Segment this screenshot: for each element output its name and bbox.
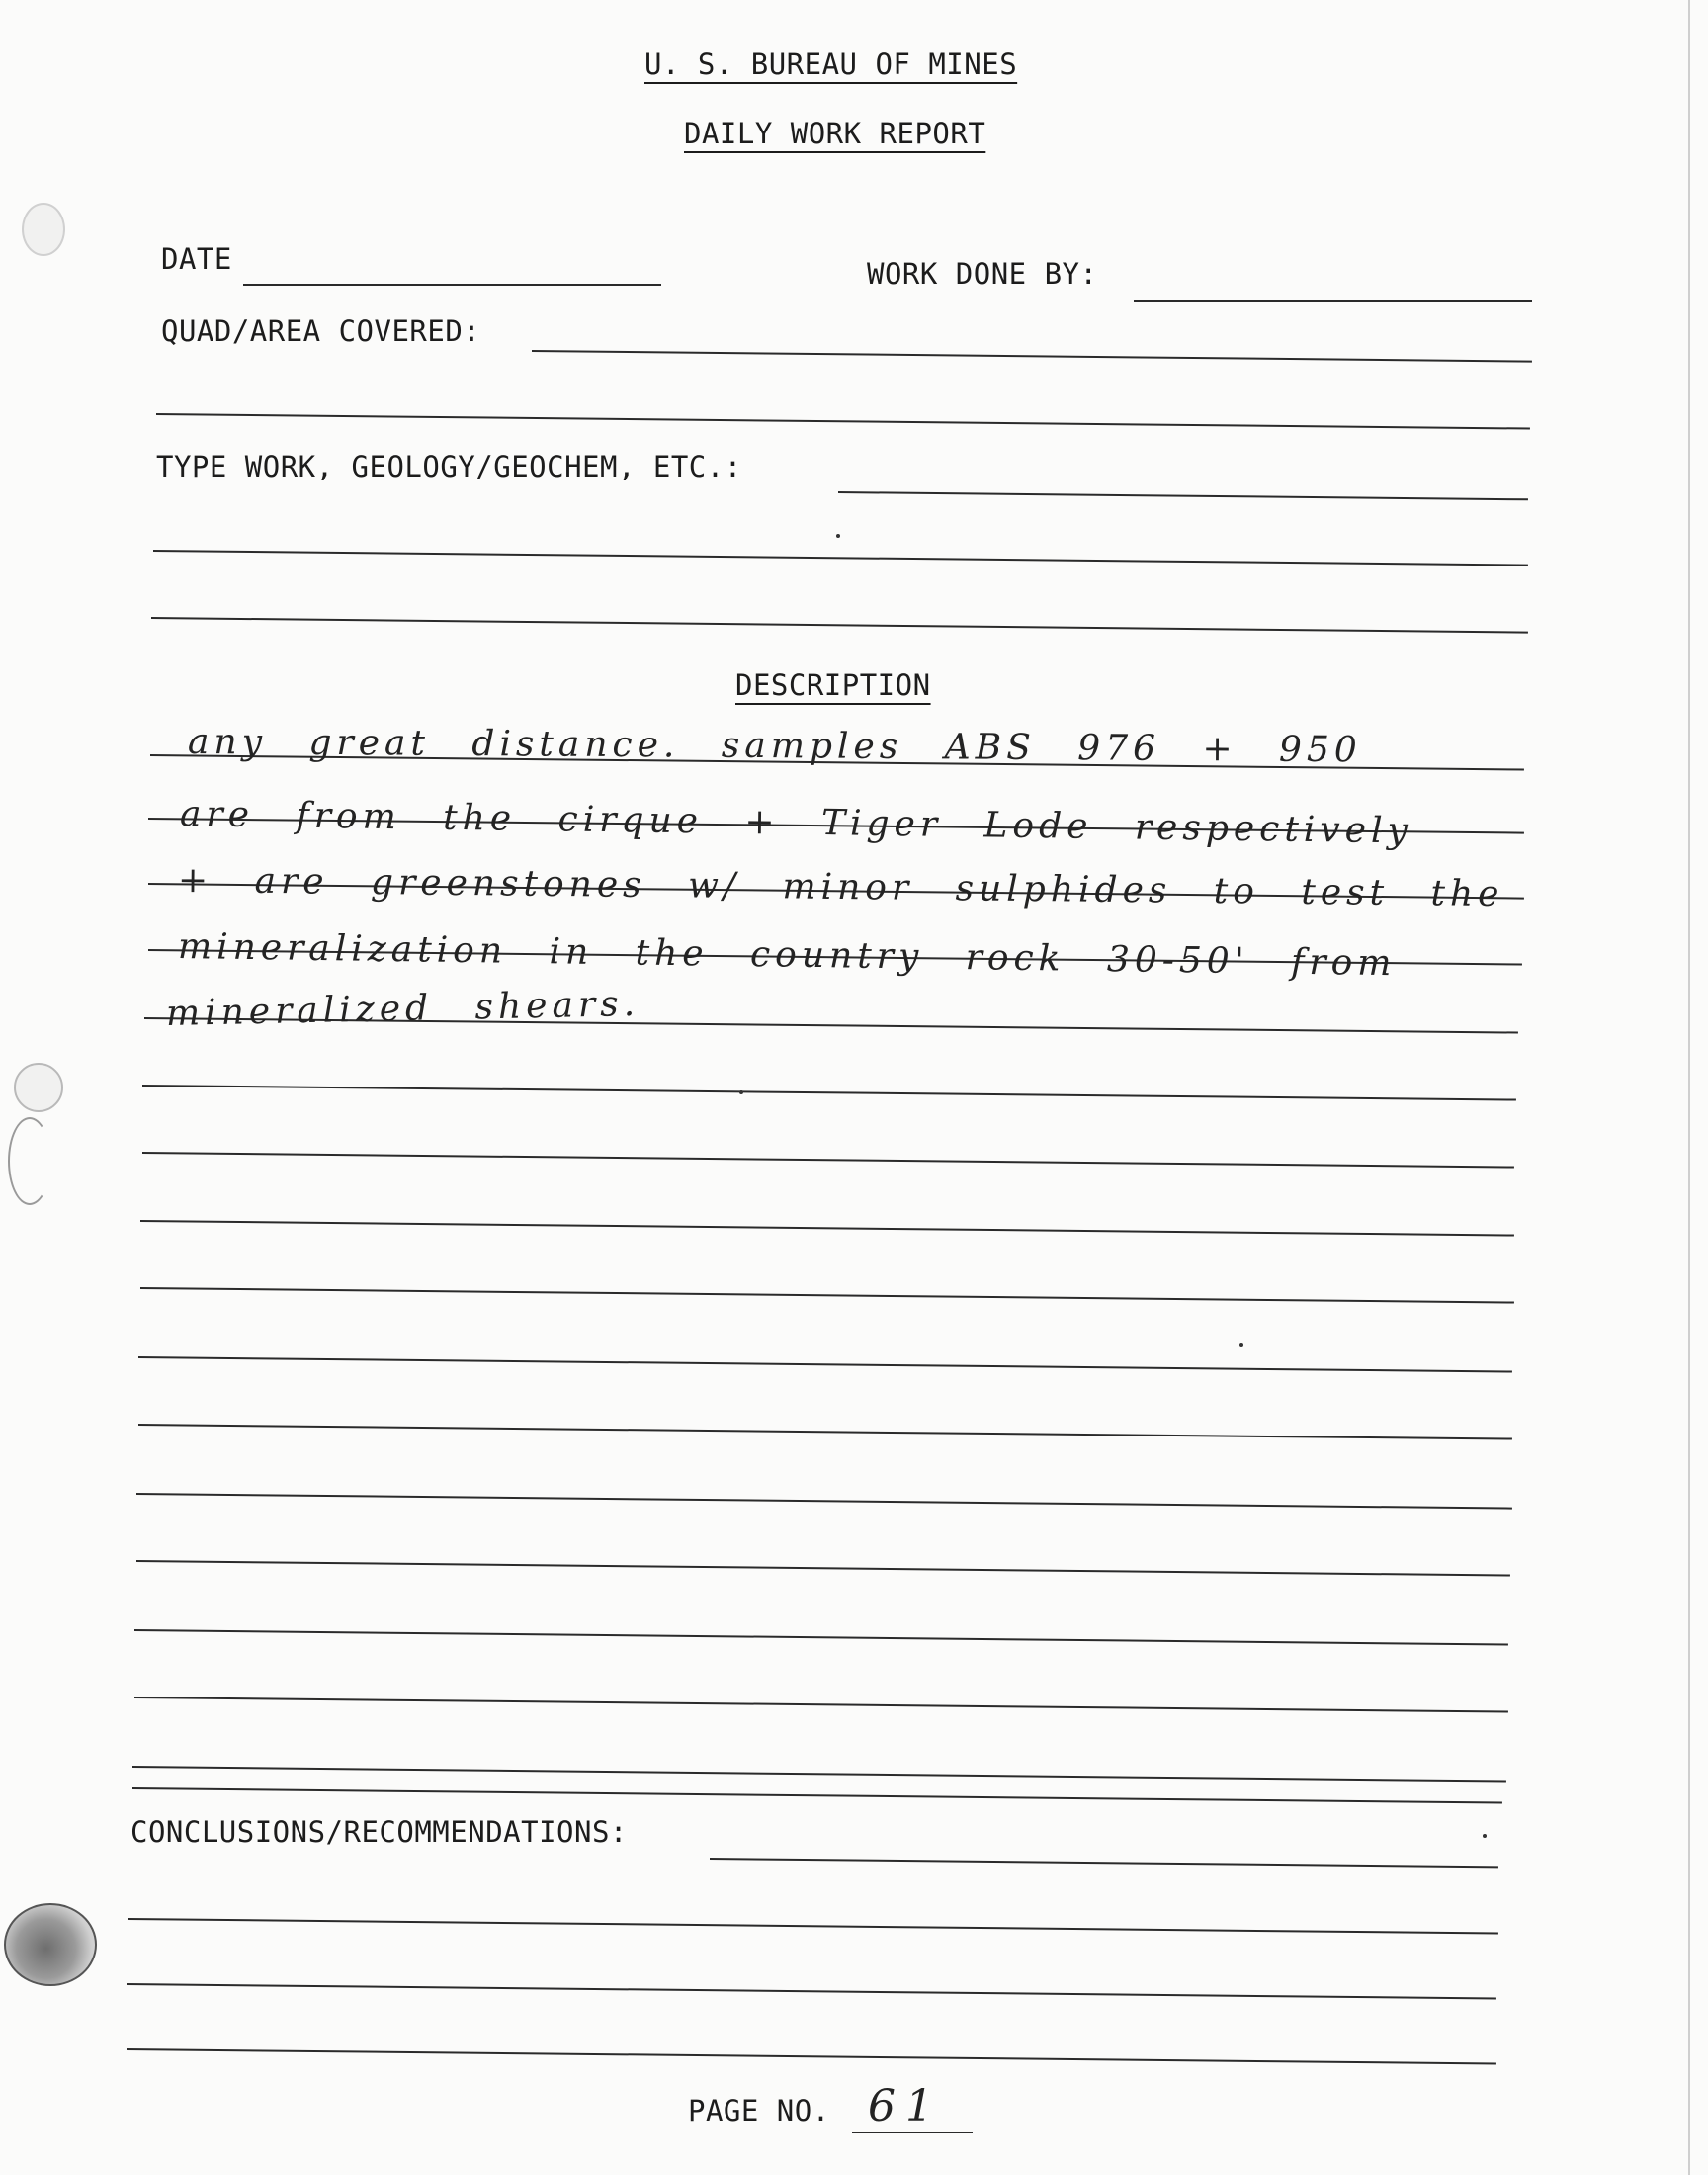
handwritten-line-1: any great distance. samples ABS 976 + 950	[187, 722, 1362, 771]
report-title: DAILY WORK REPORT	[684, 117, 986, 150]
page-number-label: PAGE NO.	[688, 2094, 830, 2128]
punch-hole-bottom	[4, 1903, 97, 1986]
description-line-6	[142, 1085, 1516, 1101]
page-number-line	[852, 2132, 973, 2133]
speck	[739, 1090, 743, 1094]
description-line-10	[138, 1356, 1512, 1373]
handwritten-line-5: mineralized shears.	[165, 983, 640, 1034]
description-line-13	[136, 1560, 1510, 1577]
description-line-12	[136, 1493, 1512, 1510]
description-line-16	[132, 1766, 1506, 1783]
description-line-11	[138, 1424, 1512, 1440]
type-work-label: TYPE WORK, GEOLOGY/GEOCHEM, ETC.:	[156, 450, 742, 483]
speck	[836, 534, 840, 538]
page-number-value: 61	[868, 2081, 943, 2132]
quad-area-line-2[interactable]	[156, 413, 1530, 430]
description-line-8	[140, 1220, 1514, 1237]
description-line-17	[132, 1787, 1502, 1804]
agency-title: U. S. BUREAU OF MINES	[644, 47, 1018, 81]
conclusions-line-1[interactable]	[710, 1858, 1498, 1868]
type-work-line-2[interactable]	[153, 550, 1528, 566]
description-heading: DESCRIPTION	[735, 668, 931, 702]
punch-hole-top	[22, 203, 65, 256]
work-done-by-label: WORK DONE BY:	[867, 257, 1098, 291]
type-work-line-1[interactable]	[838, 491, 1528, 500]
handwritten-line-2: are from the cirque + Tiger Lode respectively	[179, 794, 1413, 852]
speck	[1239, 1343, 1243, 1347]
description-line-9	[140, 1287, 1514, 1304]
page-edge	[1688, 0, 1690, 2175]
quad-area-label: QUAD/AREA COVERED:	[161, 314, 481, 348]
description-line-15	[134, 1696, 1508, 1713]
work-done-by-line[interactable]	[1134, 300, 1532, 302]
description-line-14	[134, 1629, 1508, 1646]
date-label: DATE	[161, 242, 232, 276]
handwritten-line-4: mineralization in the country rock 30-50' from	[177, 926, 1397, 985]
quad-area-line-1[interactable]	[532, 350, 1532, 363]
type-work-line-3[interactable]	[151, 617, 1528, 634]
handwritten-line-3: + are greenstones w/ minor sulphides to test the	[177, 860, 1504, 915]
punch-hole-middle	[14, 1063, 63, 1112]
conclusions-line-3[interactable]	[127, 1983, 1496, 2000]
conclusions-line-4[interactable]	[127, 2048, 1496, 2065]
speck	[1483, 1834, 1487, 1838]
conclusions-label: CONCLUSIONS/RECOMMENDATIONS:	[130, 1815, 628, 1849]
description-line-7	[142, 1152, 1514, 1169]
punch-hole-middle-lower	[8, 1117, 51, 1205]
conclusions-line-2[interactable]	[128, 1918, 1498, 1935]
date-line[interactable]	[243, 284, 661, 286]
